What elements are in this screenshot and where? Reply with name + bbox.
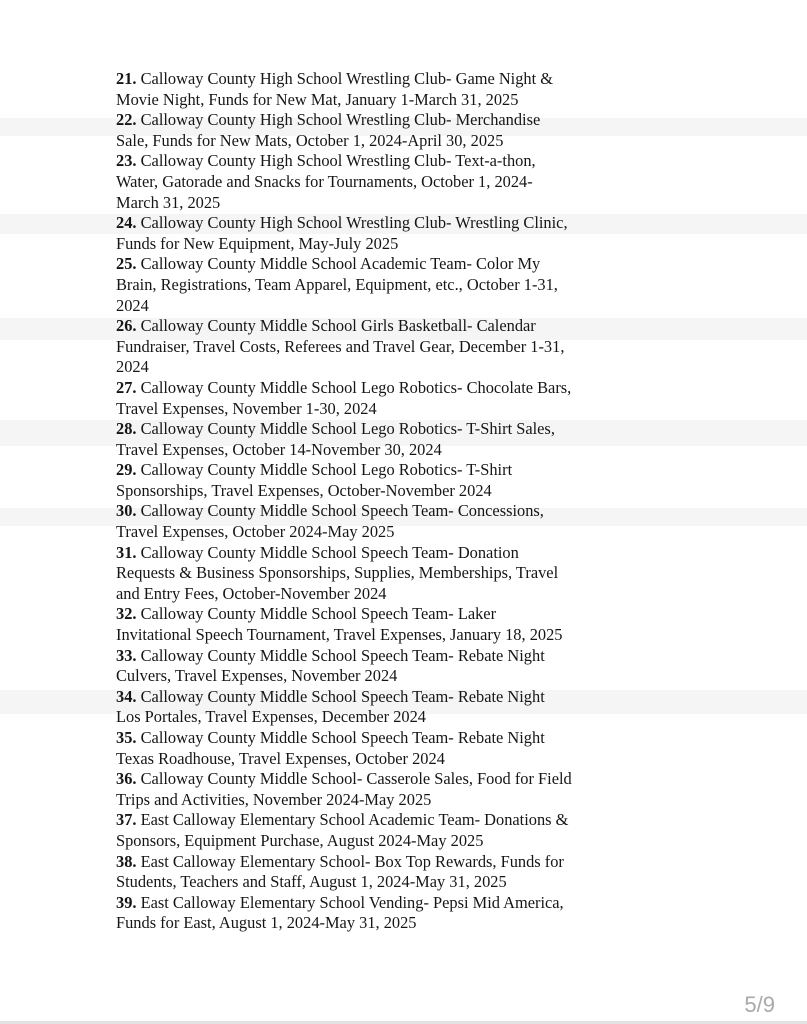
list-item: [116, 604, 636, 645]
item-text: Calloway County High School Wrestling Club- Merchandise: [140, 110, 541, 130]
item-number: 27.: [116, 377, 137, 397]
list-item-line: [116, 584, 636, 605]
list-item-line: [116, 852, 636, 873]
item-number: 25.: [116, 254, 137, 274]
item-number: 38.: [116, 851, 137, 871]
list-item: [116, 110, 636, 151]
list-item-line: [116, 316, 636, 337]
page-number: 5/9: [744, 992, 775, 1017]
item-text: Calloway County Middle School Girls Basketball- Calendar: [140, 316, 536, 336]
list-item-line: [116, 893, 636, 914]
list-item-line: [116, 749, 636, 770]
list-item-line: [116, 646, 636, 667]
item-text: Sponsorships, Travel Expenses, October-November 2024: [116, 480, 492, 500]
item-text: Calloway County Middle School Academic Team- Color My: [140, 254, 541, 274]
list-item-line: [116, 543, 636, 564]
item-number: 29.: [116, 460, 137, 480]
list-item: [116, 254, 636, 316]
item-number: 36.: [116, 769, 137, 789]
list-item-line: [116, 872, 636, 893]
item-text: East Calloway Elementary School Vending- Pepsi Mid America,: [140, 892, 564, 912]
list-item: [116, 151, 636, 213]
list-item: [116, 316, 636, 378]
item-text: Calloway County High School Wrestling Club- Wrestling Clinic,: [140, 213, 568, 233]
item-text: Travel Expenses, October 2024-May 2025: [116, 522, 395, 542]
item-number: 23.: [116, 151, 137, 171]
list-item-line: [116, 419, 636, 440]
item-text: Calloway County Middle School Speech Team- Rebate Night: [140, 728, 545, 747]
item-text: Calloway County Middle School Speech Team- Laker: [140, 604, 497, 624]
item-text: Movie Night, Funds for New Mat, January 1-March 31, 2025: [116, 89, 519, 109]
list-item-line: [116, 666, 636, 687]
list-item-line: [116, 440, 636, 461]
item-text: Invitational Speech Tournament, Travel Expenses, January 18, 2025: [116, 625, 563, 645]
list-item: [116, 378, 636, 419]
item-text: Calloway County Middle School- Casserole Sales, Food for Field: [140, 769, 572, 789]
list-item-line: [116, 378, 636, 399]
item-text: Culvers, Travel Expenses, November 2024: [116, 666, 398, 686]
item-number: 22.: [116, 110, 137, 130]
list-item: [116, 852, 636, 893]
item-number: 39.: [116, 892, 137, 912]
item-text: Calloway County Middle School Lego Robotics- T-Shirt Sales,: [140, 419, 555, 439]
item-number: 32.: [116, 604, 137, 624]
list-item-line: [116, 769, 636, 790]
item-text: Travel Expenses, October 14-November 30, 2024: [116, 439, 442, 459]
item-text: Travel Expenses, November 1-30, 2024: [116, 398, 377, 418]
item-text: Brain, Registrations, Team Apparel, Equipment, etc., October 1-31,: [116, 274, 558, 294]
list-item-line: [116, 172, 636, 193]
item-number: 37.: [116, 810, 137, 830]
list-item-line: [116, 234, 636, 255]
list-item: [116, 460, 636, 501]
list-item-line: [116, 131, 636, 152]
list-item-line: [116, 460, 636, 481]
list-item-line: [116, 810, 636, 831]
item-text: Texas Roadhouse, Travel Expenses, October 2024: [116, 748, 445, 768]
item-text: Students, Teachers and Staff, August 1, 2024-May 31, 2025: [116, 872, 507, 892]
item-text: Calloway County Middle School Lego Robotics- Chocolate Bars,: [140, 377, 572, 397]
item-text: Calloway County High School Wrestling Club- Game Night &: [140, 69, 554, 88]
list-item: [116, 543, 636, 605]
item-number: 21.: [116, 69, 137, 88]
list-item-line: [116, 790, 636, 811]
item-text: Sponsors, Equipment Purchase, August 2024-May 2025: [116, 830, 484, 850]
item-text: 2024: [116, 357, 149, 377]
list-item-line: [116, 90, 636, 111]
item-number: 34.: [116, 686, 137, 706]
list-item-line: [116, 728, 636, 749]
list-item-line: [116, 296, 636, 317]
item-text: Calloway County Middle School Speech Team- Concessions,: [140, 501, 544, 521]
list-item-line: [116, 625, 636, 646]
item-text: Funds for East, August 1, 2024-May 31, 2025: [116, 913, 417, 933]
item-text: Calloway County High School Wrestling Club- Text-a-thon,: [140, 151, 536, 171]
list-item: [116, 419, 636, 460]
item-number: 26.: [116, 316, 137, 336]
item-text: Funds for New Equipment, May-July 2025: [116, 233, 399, 253]
list-item-line: [116, 69, 636, 90]
list-item-line: [116, 337, 636, 358]
list-item: [116, 687, 636, 728]
list-item-line: [116, 522, 636, 543]
item-text: Fundraiser, Travel Costs, Referees and Travel Gear, December 1-31,: [116, 336, 565, 356]
item-text: Sale, Funds for New Mats, October 1, 2024-April 30, 2025: [116, 130, 504, 150]
item-text: Calloway County Middle School Speech Team- Rebate Night: [140, 645, 545, 665]
list-item: [116, 769, 636, 810]
list-item-line: [116, 254, 636, 275]
list-item-line: [116, 357, 636, 378]
item-number: 30.: [116, 501, 137, 521]
item-text: East Calloway Elementary School Academic Team- Donations &: [140, 810, 569, 830]
item-text: and Entry Fees, October-November 2024: [116, 583, 387, 603]
list-item-line: [116, 481, 636, 502]
list-item: [116, 69, 636, 110]
list-item-line: [116, 707, 636, 728]
list-item-line: [116, 604, 636, 625]
item-text: March 31, 2025: [116, 192, 221, 212]
list-item: [116, 893, 636, 934]
item-number: 35.: [116, 728, 137, 747]
item-text: Trips and Activities, November 2024-May 2025: [116, 789, 432, 809]
item-text: Los Portales, Travel Expenses, December 2024: [116, 707, 426, 727]
list-item: [116, 810, 636, 851]
list-item-line: [116, 193, 636, 214]
list-item-line: [116, 687, 636, 708]
list-item-line: [116, 563, 636, 584]
item-number: 24.: [116, 213, 137, 233]
item-text: Calloway County Middle School Speech Team- Donation: [140, 542, 519, 562]
item-text: Calloway County Middle School Speech Team- Rebate Night: [140, 686, 545, 706]
list-item: [116, 646, 636, 687]
item-number: 33.: [116, 645, 137, 665]
list-item-line: [116, 913, 636, 934]
item-text: Water, Gatorade and Snacks for Tournaments, October 1, 2024-: [116, 171, 533, 191]
list-item-line: [116, 213, 636, 234]
item-number: 31.: [116, 542, 137, 562]
item-text: 2024: [116, 295, 149, 315]
fundraiser-list: [116, 69, 636, 934]
list-item-line: [116, 275, 636, 296]
item-text: Calloway County Middle School Lego Robotics- T-Shirt: [140, 460, 513, 480]
list-item-line: [116, 501, 636, 522]
list-item-line: [116, 110, 636, 131]
list-item-line: [116, 399, 636, 420]
list-item-line: [116, 831, 636, 852]
item-number: 28.: [116, 419, 137, 439]
item-text: East Calloway Elementary School- Box Top Rewards, Funds for: [140, 851, 564, 871]
list-item: [116, 728, 636, 769]
list-item-line: [116, 151, 636, 172]
list-item: [116, 213, 636, 254]
list-item: [116, 501, 636, 542]
item-text: Requests & Business Sponsorships, Supplies, Memberships, Travel: [116, 563, 559, 583]
